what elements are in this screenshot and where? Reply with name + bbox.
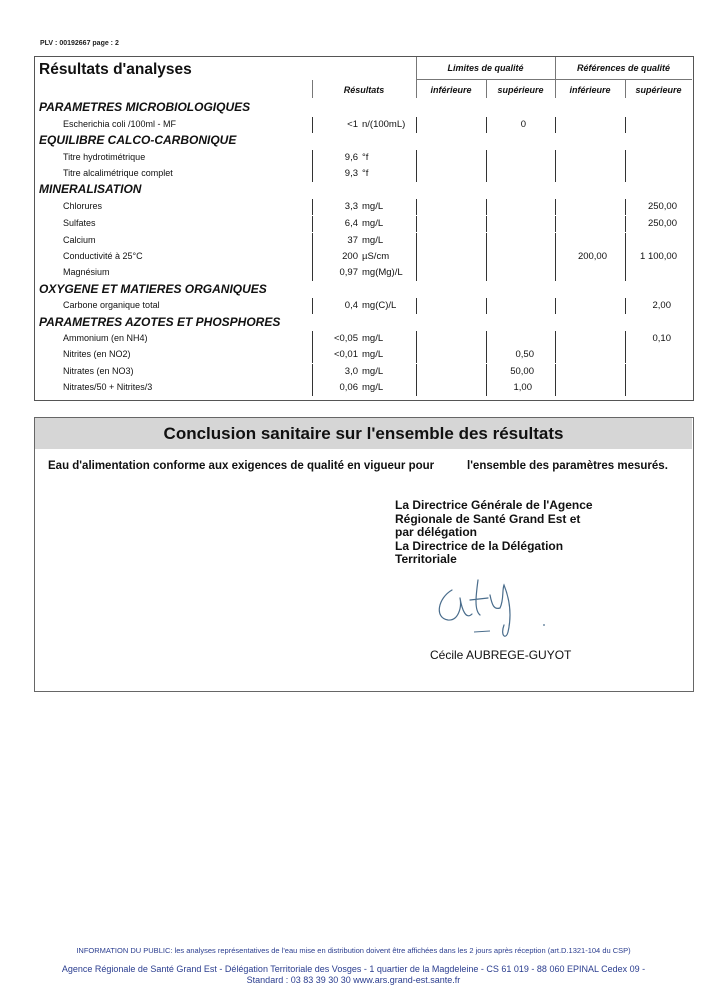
result-value: 3,0 [344, 366, 358, 377]
row-separator-tick [486, 117, 487, 133]
signatory-name: Cécile AUBREGE-GUYOT [430, 648, 572, 662]
section-heading: MINERALISATION [39, 182, 142, 196]
row-separator-tick [625, 298, 626, 314]
result-value: 9,6 [344, 152, 358, 163]
result-value: <0,05 [333, 333, 358, 344]
parameter-name: Sulfates [63, 218, 96, 228]
row-separator-tick [486, 249, 487, 265]
row-separator-tick [486, 298, 487, 314]
section-heading: PARAMETRES AZOTES ET PHOSPHORES [39, 315, 281, 329]
row-separator-tick [486, 380, 487, 396]
row-separator-tick [555, 364, 556, 380]
row-separator-tick [555, 380, 556, 396]
parameter-name: Titre alcalimétrique complet [63, 168, 173, 178]
agency-line: Agence Régionale de Santé Grand Est - Délégation Territoriale des Vosges - 1 quartier de la Magdeleine - CS 61 019 - 88 060 EPINAL Cedex 09 - [61, 964, 646, 974]
row-separator-tick [312, 331, 313, 347]
row-separator-tick [312, 166, 313, 182]
document-reference: PLV : 00192667 page : 2 [40, 40, 119, 47]
row-separator-tick [555, 150, 556, 166]
result-unit: mg/L [362, 235, 384, 246]
reference-lower-value: 200,00 [577, 251, 607, 262]
row-separator-tick [416, 150, 417, 166]
row-separator-tick [486, 216, 487, 232]
row-separator-tick [555, 249, 556, 265]
conclusion-text: Eau d'alimentation conforme aux exigences de qualité en vigueur pour [48, 460, 435, 472]
row-separator-tick [555, 199, 556, 215]
row-separator-tick [312, 150, 313, 166]
row-separator-tick [625, 150, 626, 166]
row-separator-tick [555, 166, 556, 182]
row-separator-tick [486, 364, 487, 380]
contact-line: Standard : 03 83 39 30 30 www.ars.grand-est.sante.fr [246, 975, 461, 985]
row-separator-tick [312, 199, 313, 215]
row-separator-tick [555, 233, 556, 249]
section-heading: OXYGENE ET MATIERES ORGANIQUES [39, 282, 267, 296]
parameter-name: Titre hydrotimétrique [63, 152, 146, 162]
parameter-name: Magnésium [63, 267, 110, 277]
row-separator-tick [416, 298, 417, 314]
row-separator-tick [625, 249, 626, 265]
reference-upper-value: 2,00 [652, 300, 671, 311]
parameter-name: Nitrates (en NO3) [63, 366, 134, 376]
results-column-header: Résultats [343, 85, 385, 95]
parameter-name: Carbone organique total [63, 300, 160, 310]
result-unit: mg/L [362, 382, 384, 393]
row-separator-tick [555, 117, 556, 133]
conclusion-title: Conclusion sanitaire sur l'ensemble des résultats [163, 424, 564, 443]
parameter-name: Conductivité à 25°C [63, 251, 143, 261]
result-unit: µS/cm [362, 251, 390, 262]
reference-upper-value: 0,10 [652, 333, 671, 344]
row-separator-tick [555, 347, 556, 363]
reference-upper-value: 1 100,00 [640, 251, 677, 262]
limits-header: Limites de qualité [447, 63, 524, 73]
row-separator-tick [486, 233, 487, 249]
row-separator-tick [625, 199, 626, 215]
row-separator-tick [625, 265, 626, 281]
row-separator-tick [555, 216, 556, 232]
signatory-line: par délégation [395, 525, 478, 539]
result-unit: mg/L [362, 218, 384, 229]
signatory-line: La Directrice de la Délégation [395, 538, 564, 553]
row-separator-tick [416, 347, 417, 363]
result-value: 200 [342, 251, 358, 262]
parameter-name: Nitrites (en NO2) [63, 349, 131, 359]
section-heading: PARAMETRES MICROBIOLOGIQUES [39, 100, 251, 114]
result-unit: mg/L [362, 349, 384, 360]
conclusion-text-end: l'ensemble des paramètres mesurés. [467, 460, 668, 472]
row-separator-tick [625, 233, 626, 249]
signatory-line: La Directrice Générale de l'Agence [395, 498, 593, 512]
signatory-block [395, 499, 593, 567]
parameter-name: Escherichia coli /100ml - MF [63, 119, 177, 129]
result-unit: mg/L [362, 333, 384, 344]
limit-upper-value: 0,50 [515, 349, 534, 360]
limit-upper-value: 1,00 [513, 382, 532, 393]
result-value: 0,4 [344, 300, 358, 311]
row-separator-tick [416, 166, 417, 182]
row-separator-tick [486, 199, 487, 215]
result-unit: mg/L [362, 201, 384, 212]
row-separator-tick [625, 380, 626, 396]
result-value: 6,4 [344, 218, 358, 229]
limit-upper-header: supérieure [497, 85, 544, 95]
reference-upper-value: 250,00 [647, 201, 677, 212]
row-separator-tick [625, 347, 626, 363]
row-separator-tick [312, 117, 313, 133]
handwritten-signature [430, 570, 560, 645]
results-title: Résultats d'analyses [39, 61, 192, 78]
parameter-name: Ammonium (en NH4) [63, 333, 148, 343]
conclusion-box [34, 417, 694, 692]
row-separator-tick [416, 216, 417, 232]
row-separator-tick [416, 249, 417, 265]
row-separator-tick [416, 364, 417, 380]
parameter-name: Calcium [63, 235, 96, 245]
header-divider [416, 79, 692, 80]
row-separator-tick [555, 265, 556, 281]
result-value: 9,3 [344, 168, 358, 179]
limit-lower-header: inférieure [430, 85, 472, 95]
row-separator-tick [486, 166, 487, 182]
row-separator-tick [486, 347, 487, 363]
signatory-line: Territoriale [395, 552, 457, 566]
references-header: Références de qualité [576, 63, 671, 73]
row-separator-tick [416, 331, 417, 347]
row-separator-tick [625, 216, 626, 232]
row-separator-tick [312, 364, 313, 380]
row-separator-tick [416, 199, 417, 215]
row-separator-tick [555, 298, 556, 314]
row-separator-tick [625, 364, 626, 380]
result-value: <0,01 [333, 349, 358, 360]
reference-lower-header: inférieure [569, 85, 611, 95]
row-separator-tick [312, 216, 313, 232]
result-unit: °f [362, 168, 369, 179]
result-value: 0,97 [339, 267, 358, 278]
row-separator-tick [625, 331, 626, 347]
agency-address [0, 964, 707, 986]
limit-upper-value: 0 [520, 119, 526, 130]
row-separator-tick [416, 380, 417, 396]
row-separator-tick [625, 117, 626, 133]
reference-upper-header: supérieure [635, 85, 682, 95]
row-separator-tick [486, 331, 487, 347]
row-separator-tick [312, 380, 313, 396]
row-separator-tick [555, 331, 556, 347]
result-unit: n/(100mL) [362, 119, 406, 130]
row-separator-tick [416, 117, 417, 133]
row-separator-tick [312, 298, 313, 314]
limit-upper-value: 50,00 [510, 366, 534, 377]
section-heading: EQUILIBRE CALCO-CARBONIQUE [39, 133, 237, 147]
result-value: 37 [347, 235, 358, 246]
signatory-line: Régionale de Santé Grand Est et [395, 511, 581, 526]
reference-upper-value: 250,00 [647, 218, 677, 229]
row-separator-tick [312, 249, 313, 265]
result-value: <1 [347, 119, 358, 130]
row-separator-tick [312, 265, 313, 281]
row-separator-tick [486, 150, 487, 166]
result-unit: °f [362, 152, 369, 163]
result-value: 3,3 [344, 201, 358, 212]
row-separator-tick [416, 265, 417, 281]
row-separator-tick [312, 347, 313, 363]
row-separator-tick [486, 265, 487, 281]
result-value: 0,06 [339, 382, 358, 393]
public-information-notice: INFORMATION DU PUBLIC: les analyses représentatives de l'eau mise en distribution doivent être affichées dans les 2 jours après réception (art.D.1321-104 du CSP) [76, 946, 631, 955]
row-separator-tick [312, 233, 313, 249]
result-unit: mg(C)/L [362, 300, 397, 311]
result-unit: mg/L [362, 366, 384, 377]
row-separator-tick [625, 166, 626, 182]
result-unit: mg(Mg)/L [362, 267, 403, 278]
parameter-name: Chlorures [63, 201, 103, 211]
parameter-name: Nitrates/50 + Nitrites/3 [63, 382, 153, 392]
row-separator-tick [416, 233, 417, 249]
